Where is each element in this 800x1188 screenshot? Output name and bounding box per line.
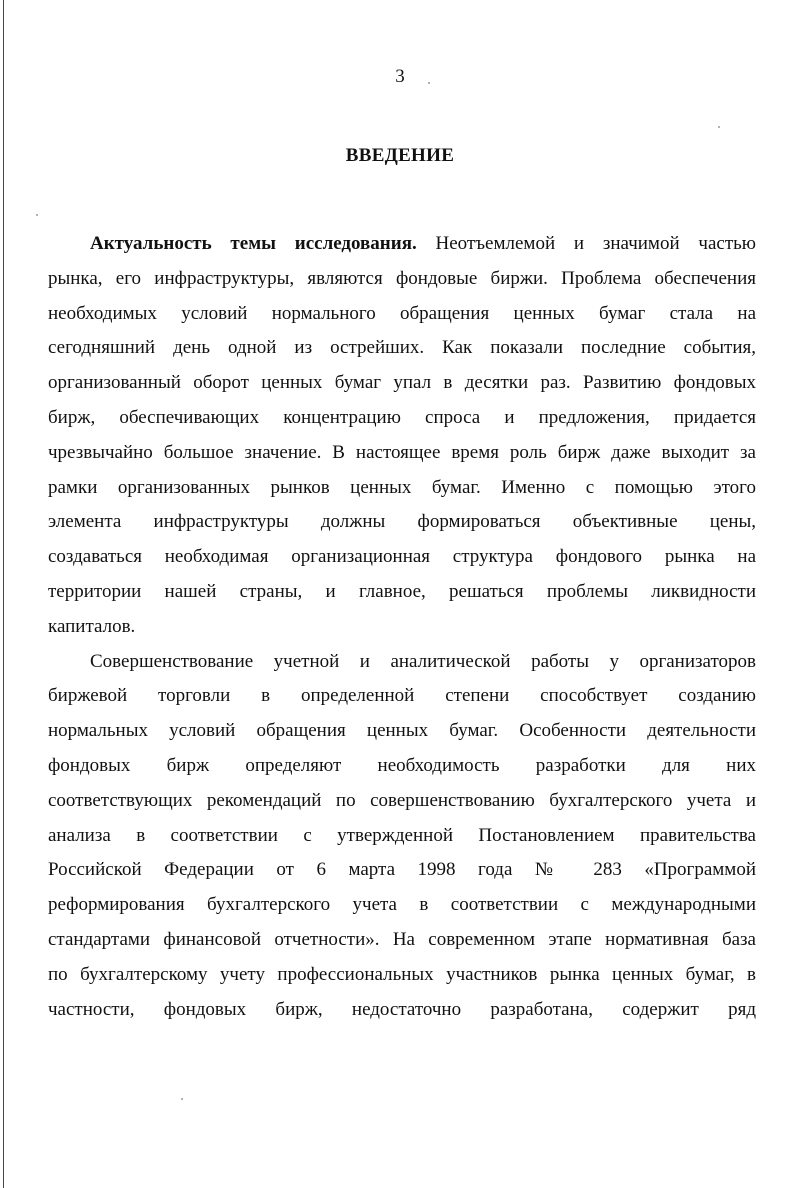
text-line: капиталов.: [48, 615, 136, 637]
text-line: территории нашей страны, и главное, решаться проблемы ликвидности: [48, 580, 756, 602]
text-line: бирж, обеспечивающих концентрацию спроса и предложения, придается: [48, 406, 756, 428]
text-line: рынка, его инфраструктуры, являются фондовые биржи. Проблема обеспечения: [48, 267, 756, 289]
text-line: рамки организованных рынков ценных бумаг. Именно с помощью этого: [48, 476, 756, 498]
text-line: биржевой торговли в определенной степени способствует созданию: [48, 685, 756, 707]
page-title: ВВЕДЕНИЕ: [345, 145, 455, 166]
text-line: элемента инфраструктуры должны формироваться объективные цены,: [48, 511, 756, 533]
text-line: Российской Федерации от 6 марта 1998 года № 283 «Программой: [48, 859, 756, 881]
paragraph-improvement: [48, 645, 756, 1028]
line-text: Неотъемлемой и значимой частью: [416, 233, 756, 254]
text-line: создаваться необходимая организационная структура фондового рынка на: [48, 546, 756, 568]
text-line: необходимых условий нормального обращения ценных бумаг стала на: [48, 302, 756, 324]
scan-speck: [718, 126, 720, 128]
text-line: организованный оборот ценных бумаг упал в десятки раз. Развитию фондовых: [48, 372, 756, 394]
paragraph-relevance: [48, 227, 756, 645]
lead-heading: Актуальность темы исследования.: [90, 233, 417, 254]
scan-speck: [36, 214, 38, 216]
page-number: 3: [395, 66, 405, 87]
scan-speck: [181, 1098, 183, 1100]
text-line: соответствующих рекомендаций по совершенствованию бухгалтерского учета и: [48, 789, 756, 811]
text-line: Совершенствование учетной и аналитической работы у организаторов: [90, 650, 756, 672]
text-line: фондовых бирж определяют необходимость разработки для них: [48, 754, 756, 776]
text-line: по бухгалтерскому учету профессиональных участников рынка ценных бумаг, в: [48, 963, 756, 985]
page-left-edge: [3, 0, 4, 1188]
text-line: реформирования бухгалтерского учета в соответствии с международными: [48, 894, 756, 916]
text-line: сегодняшний день одной из острейших. Как показали последние события,: [48, 337, 756, 359]
text-line: нормальных условий обращения ценных бумаг. Особенности деятельности: [48, 720, 756, 742]
text-line: анализа в соответствии с утвержденной Постановлением правительства: [48, 824, 756, 846]
text-line: чрезвычайно большое значение. В настоящее время роль бирж даже выходит за: [48, 441, 756, 463]
text-line: стандартами финансовой отчетности». На современном этапе нормативная база: [48, 928, 756, 950]
text-line: частности, фондовых бирж, недостаточно разработана, содержит ряд: [48, 998, 756, 1020]
body-text: [48, 227, 756, 1027]
text-line: [48, 227, 756, 262]
